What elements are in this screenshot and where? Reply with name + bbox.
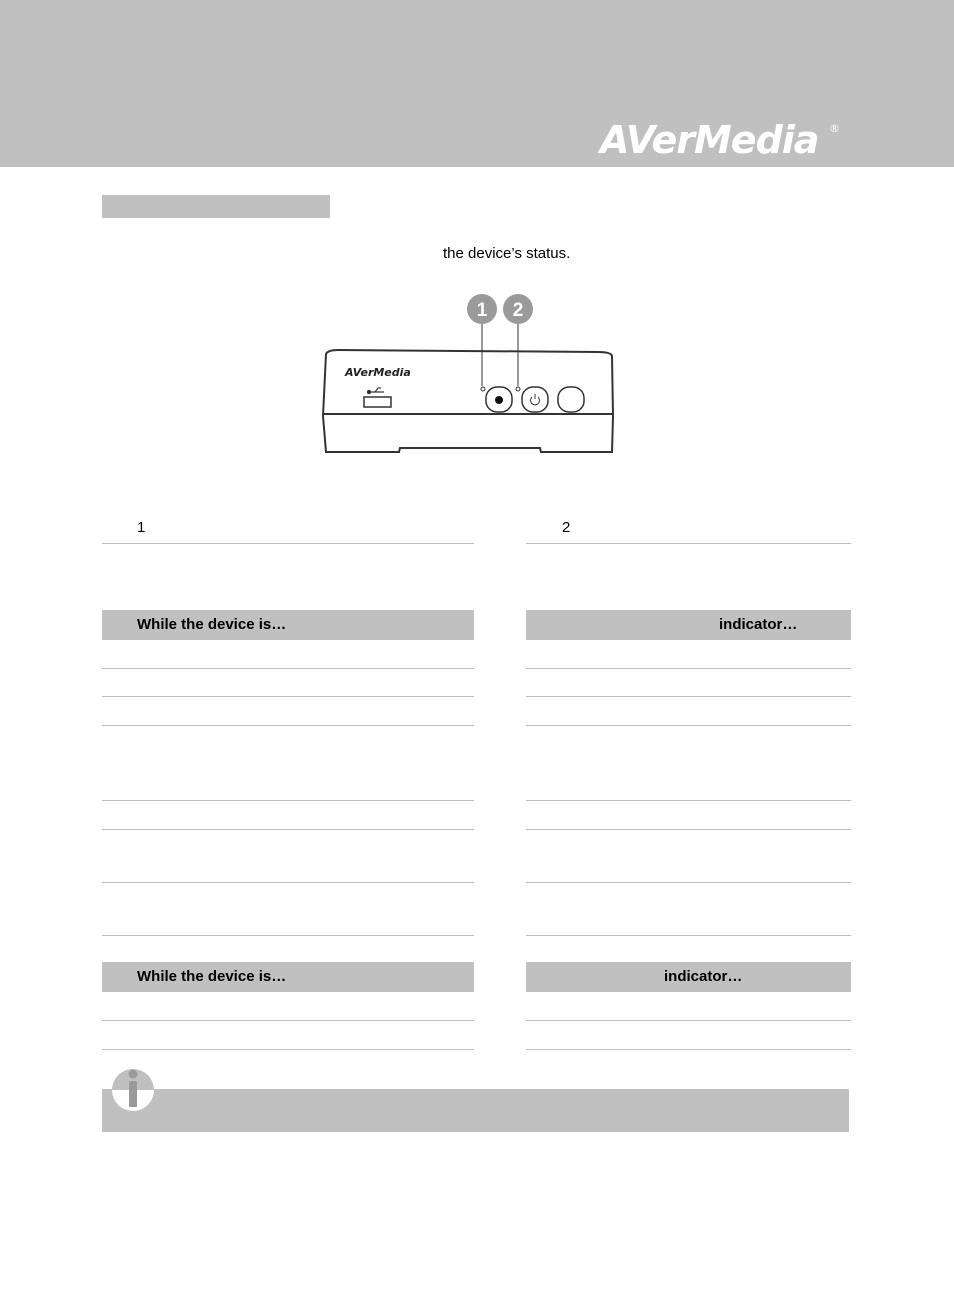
indicator-number-2: 2: [562, 519, 571, 536]
table-row: [102, 1049, 474, 1050]
rule: [102, 543, 474, 544]
table2-left-header-label: While the device is…: [137, 968, 287, 985]
blank-button: [558, 387, 584, 412]
table-row: [102, 725, 474, 726]
table-row: [102, 829, 474, 830]
table-row: [526, 668, 851, 669]
table-row: [102, 696, 474, 697]
led-1: [481, 387, 485, 391]
callout-2-label: 2: [512, 300, 524, 321]
callout-1-label: 1: [476, 300, 488, 321]
table1-left-header-label: While the device is…: [137, 616, 287, 633]
table-row: [526, 1020, 851, 1021]
table1-right-header-label: indicator…: [719, 616, 798, 633]
table-row: [102, 668, 474, 669]
led-2: [516, 387, 520, 391]
rule: [526, 543, 851, 544]
section-heading-bar: [102, 195, 330, 218]
usb-icon: [367, 388, 384, 394]
device-brand: AVerMedia: [345, 366, 411, 379]
power-button-icon: [522, 387, 548, 412]
info-icon: [111, 1066, 155, 1112]
record-button-icon: [486, 387, 512, 412]
table-row: [526, 800, 851, 801]
usb-port: [364, 397, 391, 407]
table2-right-header: [526, 962, 851, 992]
intro-text: the device’s status.: [443, 245, 571, 262]
table-row: [102, 800, 474, 801]
table1-left-header: [102, 610, 474, 640]
table-row: [526, 696, 851, 697]
table-row: [526, 935, 851, 936]
table2-right-header-label: indicator…: [664, 968, 743, 985]
device-illustration: [318, 290, 618, 460]
avermedia-logo: [600, 118, 840, 162]
callout-1: [467, 294, 497, 386]
table-row: [526, 1049, 851, 1050]
indicator-number-1: 1: [137, 519, 146, 536]
table-row: [102, 935, 474, 936]
registered-mark: ®: [829, 122, 840, 135]
callout-2: [503, 294, 533, 386]
table-row: [526, 829, 851, 830]
table2-left-header: [102, 962, 474, 992]
table-row: [102, 1020, 474, 1021]
logo-text: AVerMedia: [600, 118, 819, 162]
table-row: [526, 725, 851, 726]
table-row: [526, 882, 851, 883]
table1-right-header: [526, 610, 851, 640]
note-bar: [102, 1089, 849, 1132]
table-row: [102, 882, 474, 883]
